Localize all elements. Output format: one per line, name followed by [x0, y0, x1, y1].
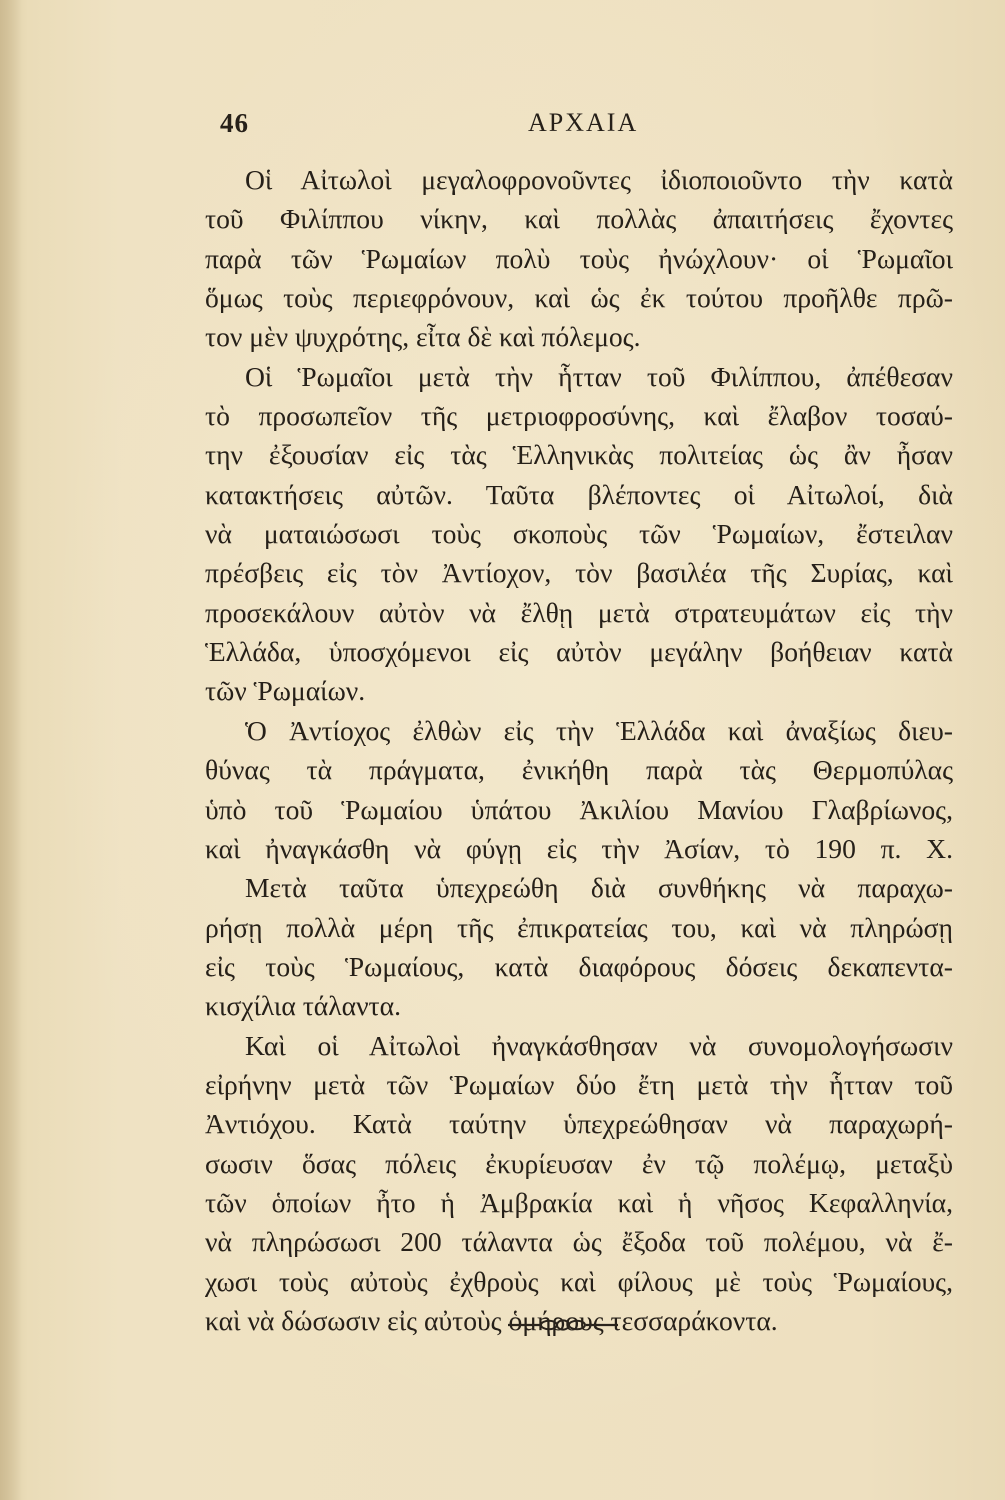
text-line: Ὁ Ἀντίοχος ἐλθὼν εἰς τὴν Ἑλλάδα καὶ ἀναξίως διευ- [245, 714, 953, 746]
body-text [205, 160, 953, 1340]
text-line: νὰ ματαιώσωσι τοὺς σκοποὺς τῶν Ῥωμαίων, ἔστειλαν [205, 518, 953, 550]
binding-shadow [0, 0, 22, 1500]
page-number: 46 [220, 108, 249, 138]
paragraph [205, 357, 953, 711]
text-line: τῶν ὁποίων ἦτο ἡ Ἀμβρακία καὶ ἡ νῆσος Κεφαλληνία, [205, 1186, 953, 1218]
text-line: ὑπὸ τοῦ Ῥωμαίου ὑπάτου Ἀκιλίου Μανίου Γλαβρίωνος, [205, 793, 953, 825]
text-line: ρήσῃ πολλὰ μέρη τῆς ἐπικρατείας του, καὶ νὰ πληρώσῃ [205, 911, 953, 943]
paragraph [205, 1026, 953, 1341]
text-line: παρὰ τῶν Ῥωμαίων πολὺ τοὺς ἠνώχλουν· οἱ Ῥωμαῖοι [205, 242, 953, 274]
text-line: σωσιν ὅσας πόλεις ἐκυρίευσαν ἐν τῷ πολέμῳ, μεταξὺ [205, 1147, 953, 1179]
running-head: ΑΡΧΑΙΑ [528, 108, 639, 137]
text-line: χωσι τοὺς αὐτοὺς ἐχθροὺς καὶ φίλους μὲ τοὺς Ῥωμαίους, [205, 1265, 953, 1297]
text-line: τοῦ Φιλίππου νίκην, καὶ πολλὰς ἀπαιτήσεις ἔχοντες [205, 203, 953, 235]
paragraph [205, 160, 953, 357]
text-line: εἰς τοὺς Ῥωμαίους, κατὰ διαφόρους δόσεις δεκαπεντα- [205, 950, 953, 982]
text-line: τὸ προσωπεῖον τῆς μετριοφροσύνης, καὶ ἔλαβον τοσαύ- [205, 400, 953, 432]
text-line: Ἑλλάδα, ὑποσχόμενοι εἰς αὐτὸν μεγάλην βοήθειαν κατὰ [205, 636, 953, 668]
text-line: προσεκάλουν αὐτὸν νὰ ἔλθῃ μετὰ στρατευμάτων εἰς τὴν [205, 596, 953, 628]
text-line: τῶν Ῥωμαίων. [205, 675, 366, 707]
text-line: Ἀντιόχου. Κατὰ ταύτην ὑπεχρεώθησαν νὰ παραχωρή- [205, 1108, 953, 1140]
text-line: την ἐξουσίαν εἰς τὰς Ἑλληνικὰς πολιτείας ὡς ἂν ἦσαν [205, 439, 953, 471]
text-line: καὶ ἠναγκάσθη νὰ φύγῃ εἰς τὴν Ἀσίαν, τὸ 190 π. Χ. [205, 832, 953, 864]
page-header [0, 108, 1005, 148]
text-line: νὰ πληρώσωσι 200 τάλαντα ὡς ἔξοδα τοῦ πολέμου, νὰ ἔ- [205, 1226, 953, 1258]
text-line: Μετὰ ταῦτα ὑπεχρεώθη διὰ συνθήκης νὰ παραχω- [245, 872, 953, 904]
text-line: Οἱ Αἰτωλοὶ μεγαλοφρονοῦντες ἰδιοποιοῦντο τὴν κατὰ [245, 164, 953, 195]
text-line: καὶ νὰ δώσωσιν εἰς αὐτοὺς ὁμήρους τεσσαράκοντα. [205, 1304, 778, 1336]
text-line: θύνας τὰ πράγματα, ἐνικήθη παρὰ τὰς Θερμοπύλας [205, 754, 953, 786]
text-line: Καὶ οἱ Αἰτωλοὶ ἠναγκάσθησαν νὰ συνομολογήσωσιν [245, 1029, 953, 1061]
text-line: ὅμως τοὺς περιεφρόνουν, καὶ ὡς ἐκ τούτου προῆλθε πρῶ- [205, 282, 953, 314]
text-line: πρέσβεις εἰς τὸν Ἀντίοχον, τὸν βασιλέα τῆς Συρίας, καὶ [205, 557, 953, 589]
paragraph [205, 868, 953, 1025]
text-line: τον μὲν ψυχρότης, εἶτα δὲ καὶ πόλεμος. [205, 321, 641, 353]
end-ornament-icon [508, 1318, 618, 1332]
text-line: κατακτήσεις αὐτῶν. Ταῦτα βλέποντες οἱ Αἰτωλοί, διὰ [205, 478, 953, 510]
text-line: εἰρήνην μετὰ τῶν Ῥωμαίων δύο ἔτη μετὰ τὴν ἧτταν τοῦ [205, 1068, 953, 1100]
paragraph [205, 711, 953, 868]
text-line: κισχίλια τάλαντα. [205, 990, 401, 1022]
text-line: Οἱ Ῥωμαῖοι μετὰ τὴν ἧτταν τοῦ Φιλίππου, ἀπέθεσαν [245, 360, 953, 392]
